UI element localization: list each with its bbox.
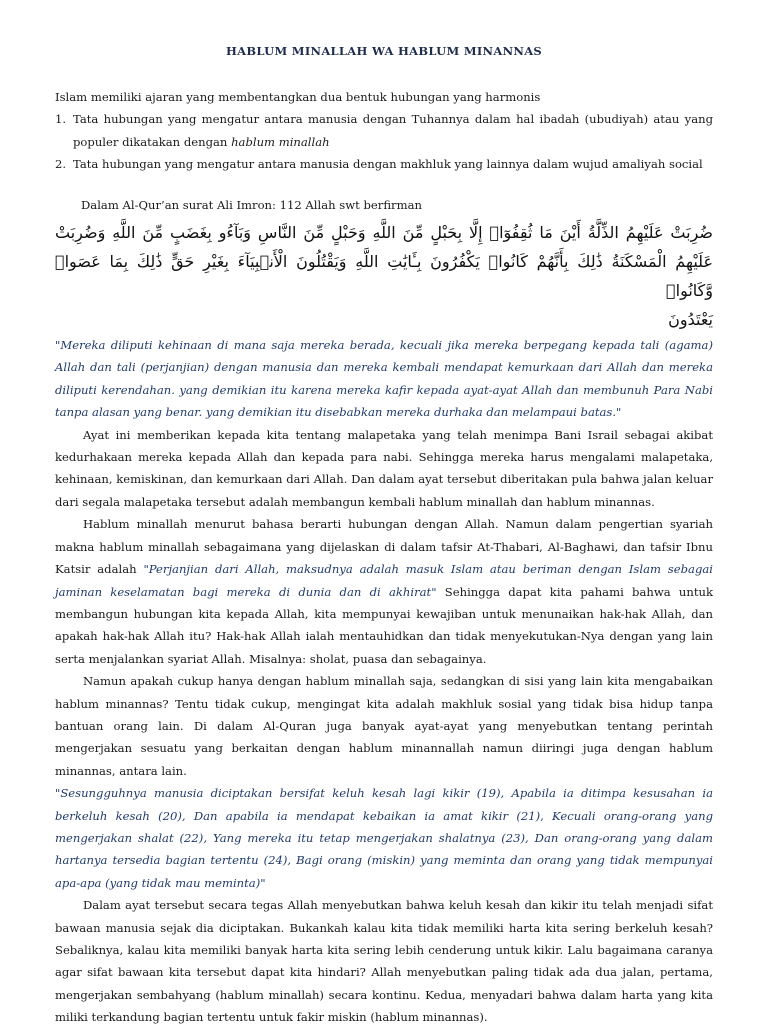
intro-text: Islam memiliki ajaran yang membentangkan dua bentuk hubungan yang harmonis	[55, 90, 541, 104]
surah-intro: Dalam Al-Qur’an surat Ali Imron: 112 Allah swt berfirman	[81, 197, 422, 212]
arabic-verse-last: يَعْتَدُونَ	[668, 310, 713, 330]
page-title: HABLUM MINALLAH WA HABLUM MINANNAS	[225, 44, 543, 58]
list-item	[55, 108, 713, 153]
verse-translation: "Mereka diliputi kehinaan di mana saja mereka berada, kecuali jika mereka berpegang kepada tali (agama) Allah dan tali (perjanjian) dengan manusia dan mereka kembali mendapat kemurkaan dari Allah dan mereka diliputi kerendahan. yang demikian itu karena mereka kafir kepada ayat-ayat Allah dan membunuh Para Nabi tanpa alasan yang benar. yang demikian itu disebabkan mereka durhaka dan melampaui batas."	[55, 338, 713, 420]
list-text-plain: Tata hubungan yang mengatur antara manusia dengan makhluk yang lainnya dalam wujud amaliyah social	[73, 157, 703, 172]
list-number: 1.	[55, 112, 67, 127]
paragraph-4: Dalam ayat tersebut secara tegas Allah menyebutkan bahwa keluh kesah dan kikir itu telah menjadi sifat bawaan manusia sejak dia diciptakan. Bukankah kalau kita tidak memiliki harta kita sering berkeluh kesah? Sebaliknya, kalau kita memiliki banyak harta kita sering lebih cenderung untuk kikir. Lalu bagaimana caranya agar sifat bawaan kita tersebut dapat kita hindari? Allah menyebutkan paling tidak ada dua jalan, pertama, mengerjakan sembahyang (hablum minallah) secara kontinu. Kedua, menyadari bahwa dalam harta yang kita miliki terkandung bagian tertentu untuk fakir miskin (hablum minannas).	[55, 898, 713, 1025]
arabic-verse	[55, 218, 713, 334]
document-body	[55, 86, 713, 1029]
list-text	[73, 108, 713, 153]
list-text-italic: hablum minallah	[231, 134, 330, 149]
paragraph-2-quote: "Perjanjian dari Allah, maksudnya adalah masuk Islam atau beriman dengan Islam sebagai jaminan keselamatan bagi mereka di dunia dan di akhirat"	[55, 562, 713, 599]
paragraph-2	[55, 513, 713, 670]
list-item	[55, 153, 713, 175]
paragraph-1: Ayat ini memberikan kepada kita tentang malapetaka yang telah menimpa Bani Israil sebagai akibat kedurhakaan mereka kepada Allah dan kepada para nabi. Sehingga mereka harus mengalami malapetaka, kehinaan, kemiskinan, dan kemurkaan dari Allah. Dan dalam ayat tersebut diberitakan pula bahwa jalan keluar dari segala malapetaka tersebut adalah membangun kembali hablum minallah dan hablum minannas.	[55, 427, 713, 509]
list-text	[73, 153, 713, 175]
paragraph-3: Namun apakah cukup hanya dengan hablum minallah saja, sedangkan di sisi yang lain kita mengabaikan hablum minannas? Tentu tidak cukup, mengingat kita adalah makhluk sosial yang tidak bisa hidup tanpa bantuan orang lain. Di dalam Al-Quran juga banyak ayat-ayat yang menyebutkan tentang perintah mengerjakan sesuatu yang berkaitan dengan hablum minannallah namun diiringi juga dengan hablum minannas, antara lain.	[55, 674, 713, 778]
list-number: 2.	[55, 157, 67, 172]
list-text-plain: Tata hubungan yang mengatur antara manusia dengan Tuhannya dalam hal ibadah (ubudiyah) atau yang populer dikatakan dengan	[73, 112, 713, 149]
verse-quote-2: "Sesungguhnya manusia diciptakan bersifat keluh kesah lagi kikir (19), Apabila ia ditimpa kesusahan ia berkeluh kesah (20), Dan apabila ia mendapat kebaikan ia amat kikir (21), Kecuali orang-orang yang mengerjakan shalat (22), Yang mereka itu tetap mengerjakan shalatnya (23), Dan orang-orang yang dalam hartanya tersedia bagian tertentu (24), Bagi orang (miskin) yang meminta dan orang yang tidak mempunyai apa-apa (yang tidak mau meminta)"	[55, 786, 713, 890]
paragraph-2-text-b: Sehingga dapat kita pahami bahwa untuk membangun hubungan kita kepada Allah, kita mempunyai kewajiban untuk menunaikan hak-hak Allah, dan apakah hak-hak Allah itu? Hak-hak Allah ialah mentauhidkan dan tidak menyekutukan-Nya dengan yang lain serta menjalankan syariat Allah. Misalnya: sholat, puasa dan sebagainya.	[55, 584, 713, 666]
paragraph-2-text-a: Hablum minallah menurut bahasa berarti hubungan dengan Allah. Namun dalam pengertian syariah makna hablum minallah sebagaimana yang dijelaskan di dalam tafsir At-Thabari, Al-Baghawi, dan tafsir Ibnu Katsir adalah	[55, 517, 713, 577]
arabic-verse-main: ضُرِبَتْ عَلَيْهِمُ الذِّلَّةُ أَيْنَ مَا ثُقِفُوٓا۟ إِلَّا بِحَبْلٍ مِّنَ اللَّهِ وَحَبْلٍ مِّنَ النَّاسِ وَبَآءُو بِغَضَبٍ مِّنَ اللَّهِ وَضُرِبَتْ عَلَيْهِمُ الْمَسْكَنَةُ ذَٰلِكَ بِأَنَّهُمْ كَانُوا۟ يَكْفُرُونَ بِـَٔايَٰتِ اللَّهِ وَيَقْتُلُونَ الْأَنۢبِيَآءَ بِغَيْرِ حَقٍّ ذَٰلِكَ بِمَا عَصَوا۟ وَّكَانُوا۟	[55, 223, 713, 301]
